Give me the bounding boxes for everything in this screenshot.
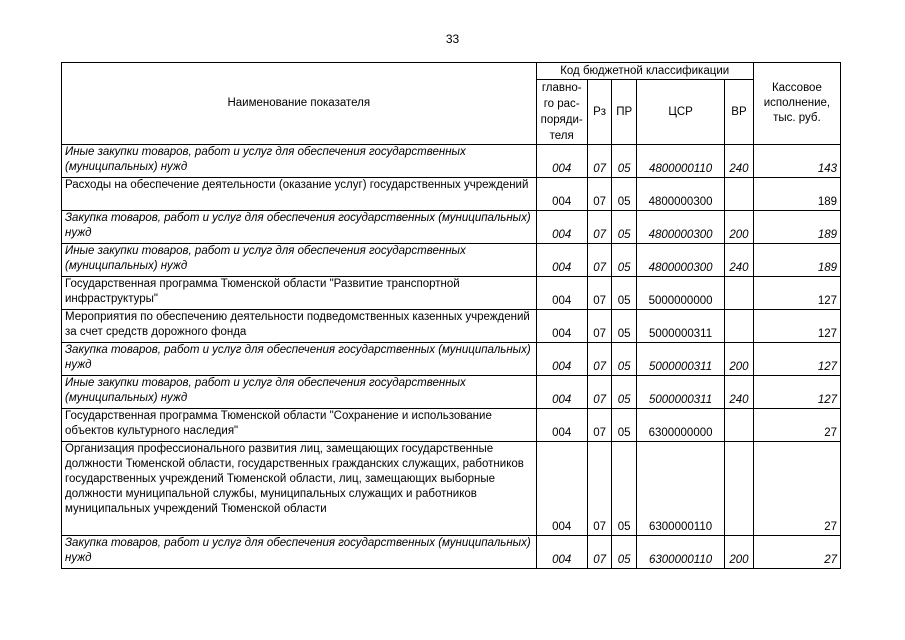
table-row	[62, 145, 841, 178]
table-row	[62, 442, 841, 536]
row-amount: 127	[753, 343, 840, 376]
row-csr: 5000000311	[636, 310, 724, 343]
row-vr: 200	[725, 343, 754, 376]
row-rz: 07	[587, 442, 612, 536]
row-name: Расходы на обеспечение деятельности (оказание услуг) государственных учреждений	[62, 178, 537, 211]
row-name: Закупка товаров, работ и услуг для обеспечения государственных (муниципальных) нужд	[62, 211, 537, 244]
row-glavny: 004	[536, 145, 587, 178]
row-csr: 5000000311	[636, 376, 724, 409]
row-csr: 4800000300	[636, 178, 724, 211]
table-row	[62, 178, 841, 211]
row-rz: 07	[587, 343, 612, 376]
row-rz: 07	[587, 376, 612, 409]
row-glavny: 004	[536, 409, 587, 442]
row-amount: 189	[753, 178, 840, 211]
row-glavny: 004	[536, 376, 587, 409]
row-vr	[725, 442, 754, 536]
row-vr: 200	[725, 211, 754, 244]
row-rz: 07	[587, 310, 612, 343]
row-pr: 05	[612, 145, 637, 178]
header-csr: ЦСР	[636, 80, 724, 145]
row-rz: 07	[587, 178, 612, 211]
row-pr: 05	[612, 409, 637, 442]
row-pr: 05	[612, 178, 637, 211]
row-amount: 127	[753, 277, 840, 310]
row-pr: 05	[612, 343, 637, 376]
row-name: Организация профессионального развития лиц, замещающих государственные должности Тюменской области, государственных гражданских служащих, работников государственных учреждений Тюменской области, лиц, замещающих выборные должности муниципальной службы, муниципальных служащих и работников муниципальных учреждений Тюменской области	[62, 442, 537, 536]
row-csr: 6300000000	[636, 409, 724, 442]
row-pr: 05	[612, 376, 637, 409]
row-rz: 07	[587, 536, 612, 569]
row-vr	[725, 409, 754, 442]
row-pr: 05	[612, 442, 637, 536]
row-name: Закупка товаров, работ и услуг для обеспечения государственных (муниципальных) нужд	[62, 343, 537, 376]
row-vr: 240	[725, 376, 754, 409]
header-glavny: главно-го рас-поряди-теля	[536, 80, 587, 145]
row-glavny: 004	[536, 310, 587, 343]
row-amount: 127	[753, 376, 840, 409]
table-row	[62, 211, 841, 244]
row-pr: 05	[612, 277, 637, 310]
row-vr: 200	[725, 536, 754, 569]
row-amount: 189	[753, 211, 840, 244]
row-name: Иные закупки товаров, работ и услуг для обеспечения государственных (муниципальных) нужд	[62, 145, 537, 178]
page-number: 33	[445, 32, 460, 46]
row-pr: 05	[612, 310, 637, 343]
row-amount: 127	[753, 310, 840, 343]
row-csr: 4800000300	[636, 244, 724, 277]
table-row	[62, 376, 841, 409]
row-rz: 07	[587, 277, 612, 310]
row-rz: 07	[587, 409, 612, 442]
header-pr: ПР	[612, 80, 637, 145]
table-row	[62, 244, 841, 277]
table-row	[62, 409, 841, 442]
table-row	[62, 536, 841, 569]
row-glavny: 004	[536, 277, 587, 310]
row-rz: 07	[587, 244, 612, 277]
row-vr	[725, 310, 754, 343]
table-row	[62, 343, 841, 376]
row-csr: 5000000311	[636, 343, 724, 376]
row-vr	[725, 277, 754, 310]
row-name: Иные закупки товаров, работ и услуг для обеспечения государственных (муниципальных) нужд	[62, 376, 537, 409]
row-csr: 6300000110	[636, 442, 724, 536]
row-amount: 27	[753, 409, 840, 442]
row-pr: 05	[612, 244, 637, 277]
row-csr: 5000000000	[636, 277, 724, 310]
budget-table	[61, 62, 841, 569]
row-csr: 4800000300	[636, 211, 724, 244]
row-rz: 07	[587, 145, 612, 178]
header-amount: Кассовое исполнение, тыс. руб.	[753, 63, 840, 145]
row-rz: 07	[587, 211, 612, 244]
header-rz: Рз	[587, 80, 612, 145]
header-vr: ВР	[725, 80, 754, 145]
row-name: Мероприятия по обеспечению деятельности подведомственных казенных учреждений за счет средств дорожного фонда	[62, 310, 537, 343]
row-glavny: 004	[536, 343, 587, 376]
row-glavny: 004	[536, 244, 587, 277]
row-vr: 240	[725, 145, 754, 178]
row-amount: 27	[753, 536, 840, 569]
table-row	[62, 310, 841, 343]
row-glavny: 004	[536, 178, 587, 211]
row-csr: 6300000110	[636, 536, 724, 569]
row-glavny: 004	[536, 442, 587, 536]
row-amount: 27	[753, 442, 840, 536]
header-code-group: Код бюджетной классификации	[536, 63, 753, 80]
header-name: Наименование показателя	[62, 63, 537, 145]
table-body	[62, 145, 841, 569]
row-amount: 143	[753, 145, 840, 178]
row-name: Государственная программа Тюменской области "Сохранение и использование объектов культурного наследия"	[62, 409, 537, 442]
row-glavny: 004	[536, 211, 587, 244]
row-pr: 05	[612, 211, 637, 244]
row-glavny: 004	[536, 536, 587, 569]
row-name: Закупка товаров, работ и услуг для обеспечения государственных (муниципальных) нужд	[62, 536, 537, 569]
row-vr	[725, 178, 754, 211]
row-name: Государственная программа Тюменской области "Развитие транспортной инфраструктуры"	[62, 277, 537, 310]
row-pr: 05	[612, 536, 637, 569]
row-name: Иные закупки товаров, работ и услуг для обеспечения государственных (муниципальных) нужд	[62, 244, 537, 277]
row-amount: 189	[753, 244, 840, 277]
row-vr: 240	[725, 244, 754, 277]
row-csr: 4800000110	[636, 145, 724, 178]
table-row	[62, 277, 841, 310]
